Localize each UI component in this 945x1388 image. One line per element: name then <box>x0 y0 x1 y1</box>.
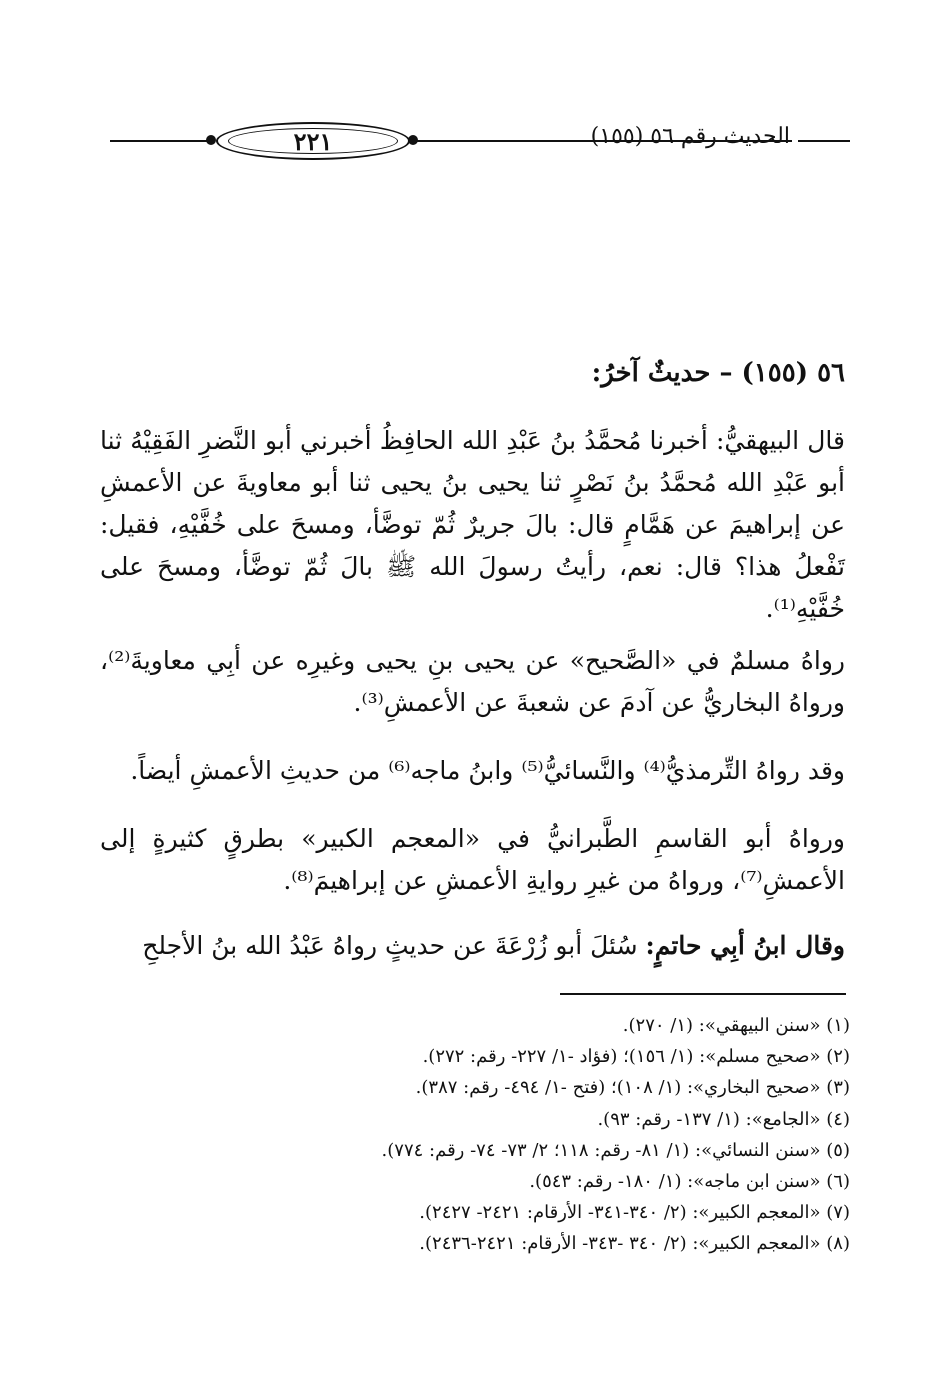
paragraph-lead: وقال ابنُ أبِي حاتمٍ: <box>645 931 845 960</box>
paragraph-tirmidhi: وقد رواهُ التِّرمذيُّ⁽⁴⁾ والنَّسائيُّ⁽⁵⁾ وابنُ ماجه⁽⁶⁾ من حديثِ الأعمشِ أيضاً. <box>130 756 845 785</box>
running-title: الحديث رقم ٥٦ (١٥٥) <box>590 124 790 149</box>
hadith-heading: ٥٦ (١٥٥) – حديثٌ آخرُ: <box>591 358 845 388</box>
rule-dot-left <box>206 135 216 145</box>
page-number-badge <box>216 122 410 160</box>
footnote-item: (٧) «المعجم الكبير»: (٢/ ٣٤٠-٣٤١- الأرقام: ٢٤٢١- ٢٤٢٧). <box>419 1202 850 1224</box>
page-number: ٢٢١ <box>293 126 333 156</box>
footnote-item: (٥) «سنن النسائي»: (١/ ٨١- رقم: ١١٨؛ ٢/ ٧٣- ٧٤- رقم: ٧٧٤). <box>381 1139 850 1161</box>
footnote-item: (٢) «صحيح مسلم»: (١/ ١٥٦)؛ (فؤاد -١/ ٢٢٧- رقم: ٢٧٢). <box>422 1046 850 1068</box>
footnote-item: (٨) «المعجم الكبير»: (٢/ ٣٤٠ -٣٤٣- الأرقام: ٢٤٢١-٢٤٣٦). <box>419 1233 850 1255</box>
header-rule-left <box>110 140 210 142</box>
footnote-item: (١) «سنن البيهقي»: (١/ ٢٧٠). <box>622 1015 850 1036</box>
paragraph-muslim-bukhari: رواهُ مسلمٌ في «الصَّحيح» عن يحيى بنِ يحيى وغيرِه عن أبِي معاويةَ⁽²⁾، ورواهُ البخاريُّ عن آدمَ عن شعبةَ عن الأعمشِ⁽³⁾. <box>100 646 845 717</box>
paragraph-rest: سُئلَ أبو زُرْعَةَ عن حديثٍ رواهُ عَبْدُ الله بنُ الأجلحِ <box>142 931 646 960</box>
footnote-separator <box>560 993 846 995</box>
footnotes <box>100 1010 850 1260</box>
header-dash <box>798 140 850 142</box>
footnote-item: (٦) «سنن ابن ماجه»: (١/ ١٨٠- رقم: ٥٤٣). <box>529 1171 850 1193</box>
running-header <box>110 118 850 162</box>
footnote-item: (٣) «صحيح البخاري»: (١/ ١٠٨)؛ (فتح -١/ ٤٩٤- رقم: ٣٨٧). <box>415 1077 850 1099</box>
paragraph-isnad: قال البيهقيُّ: أخبرنا مُحمَّدُ بنُ عَبْدِ الله الحافِظُ أخبرني أبو النَّضرِ الفَقِيْهُ ثنا أبو عَبْدِ الله مُحمَّدُ بنُ نَصْرٍ ثنا يحيى بنُ يحيى ثنا أبو معاويةَ عن الأعمشِ عن إبراهيمَ عن هَمَّامٍ قال: بالَ جريرٌ ثُمّ توضَّأ، ومسحَ على خُفَّيْهِ، فقيل: تَفْعلُ هذا؟ قال: نعم، رأيتُ رسولَ الله ﷺ بالَ ثُمّ توضَّأ، ومسحَ على خُفَّيْهِ⁽¹⁾. <box>100 426 845 623</box>
footnote-item: (٤) «الجامع»: (١/ ١٣٧- رقم: ٩٣). <box>597 1108 850 1130</box>
paragraph-ibn-abi-hatim <box>100 925 845 967</box>
paragraph-tabarani: ورواهُ أبو القاسمِ الطَّبرانيُّ في «المعجم الكبير» بطرقٍ كثيرةٍ إلى الأعمشِ⁽⁷⁾، ورواهُ من غيرِ روايةِ الأعمشِ عن إبراهيمَ⁽⁸⁾. <box>100 824 845 895</box>
